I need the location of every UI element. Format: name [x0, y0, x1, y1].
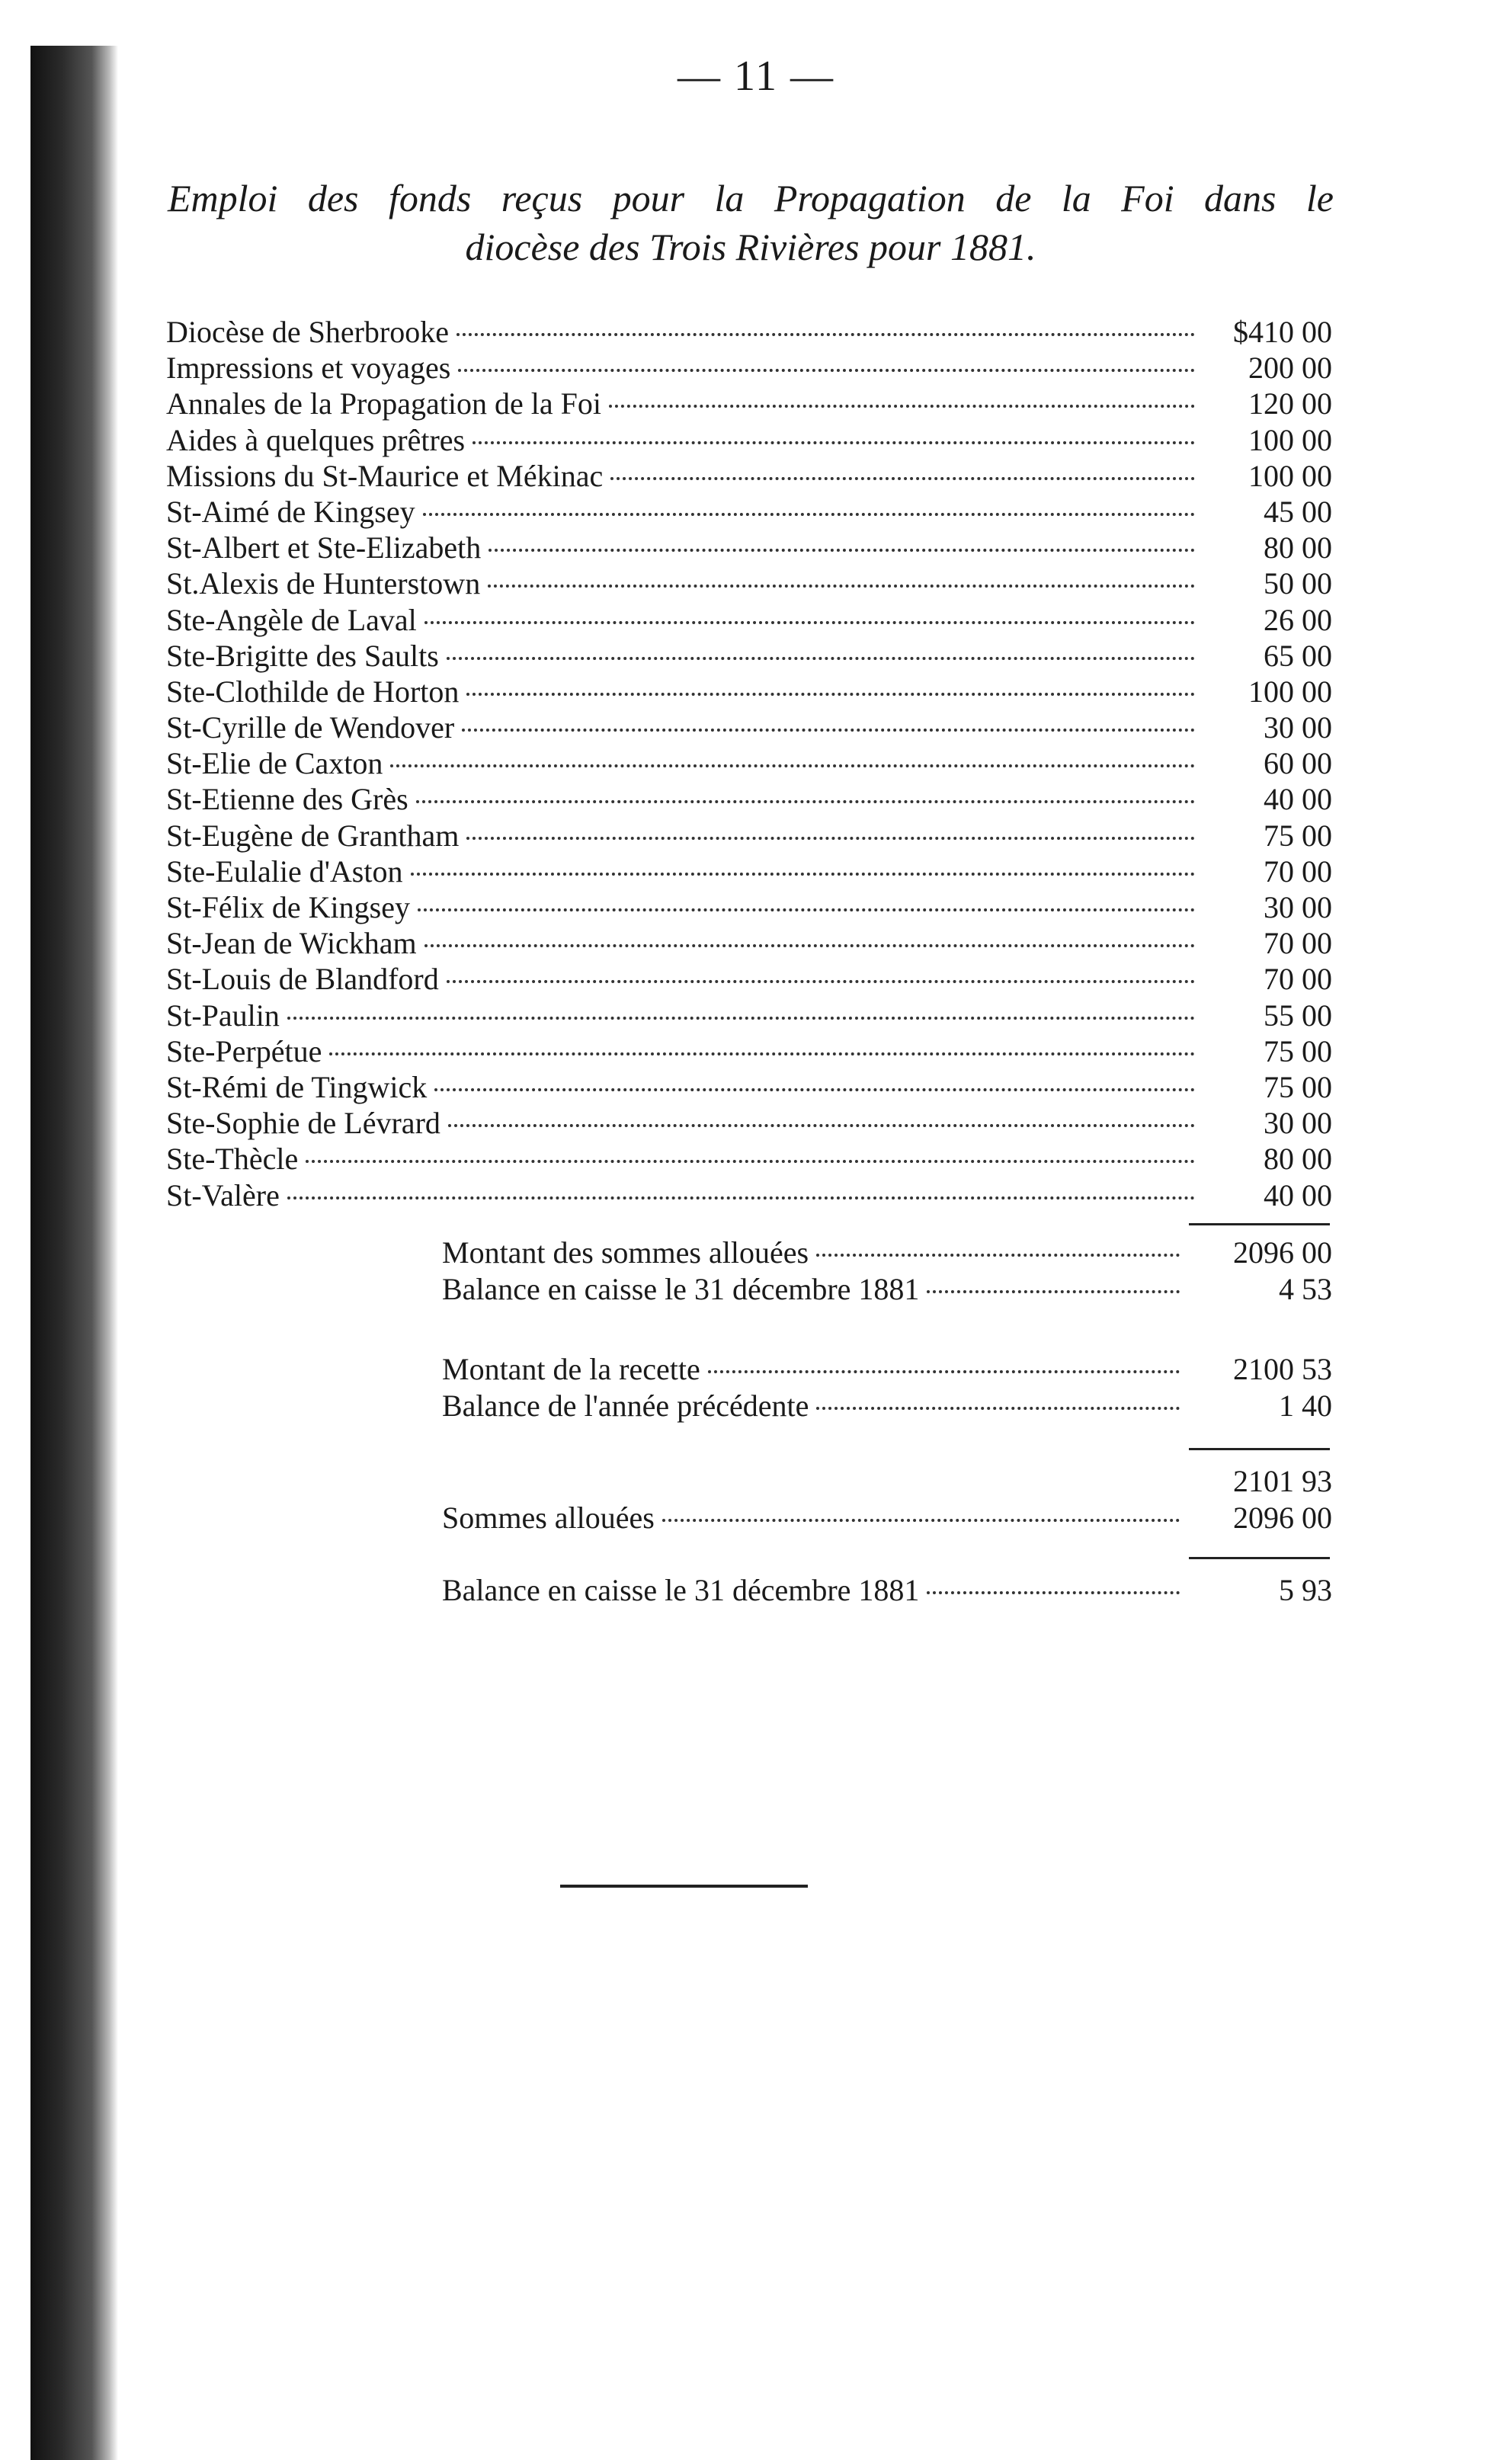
- allocation-label: Ste-Thècle: [166, 1142, 299, 1177]
- allocation-amount: 55 00: [1264, 998, 1332, 1033]
- allocation-amount: 80 00: [1264, 530, 1332, 565]
- allocation-amount: 70 00: [1264, 962, 1332, 997]
- allocation-label: St-Aimé de Kingsey: [166, 494, 415, 529]
- summary-block-3: [442, 1500, 1332, 1536]
- summary-block-1: [442, 1235, 1332, 1308]
- allocation-row: [166, 386, 1332, 421]
- summary-label: Balance en caisse le 31 décembre 1881: [442, 1573, 920, 1607]
- allocation-row: [166, 565, 1332, 601]
- dot-leader: [466, 693, 1195, 696]
- dot-leader: [424, 621, 1195, 624]
- summary-amount: 1 40: [1279, 1389, 1332, 1423]
- allocation-row: [166, 494, 1332, 530]
- allocation-row: [166, 854, 1332, 889]
- allocation-amount: 40 00: [1264, 1177, 1332, 1212]
- document-title: [168, 174, 1334, 271]
- allocation-row: [166, 781, 1332, 817]
- allocation-label: Annales de la Propagation de la Foi: [166, 386, 601, 421]
- allocation-label: Ste-Angèle de Laval: [166, 602, 417, 637]
- allocation-amount: 30 00: [1264, 710, 1332, 745]
- allocation-label: Ste-Perpétue: [166, 1033, 322, 1068]
- dot-leader: [816, 1407, 1180, 1410]
- allocation-row: [166, 530, 1332, 565]
- title-line-2: diocèse des Trois Rivières pour 1881.: [465, 226, 1036, 268]
- allocation-amount: 45 00: [1264, 494, 1332, 529]
- allocation-amount: 26 00: [1264, 602, 1332, 637]
- summary-row-balance-end: [442, 1271, 1332, 1308]
- dot-leader: [287, 1017, 1195, 1020]
- dot-leader: [458, 369, 1195, 372]
- summary-amount: 4 53: [1279, 1272, 1332, 1306]
- summary-amount: 2100 53: [1233, 1352, 1332, 1386]
- allocation-label: St-Jean de Wickham: [166, 926, 417, 961]
- dot-leader: [610, 477, 1195, 480]
- dot-leader: [489, 549, 1195, 552]
- allocation-row: [166, 602, 1332, 638]
- allocation-label: St-Valère: [166, 1177, 280, 1212]
- allocation-row: [166, 925, 1332, 961]
- allocation-row: [166, 889, 1332, 925]
- dot-leader: [488, 585, 1195, 588]
- dot-leader: [329, 1052, 1195, 1055]
- allocation-amount: 100 00: [1248, 422, 1332, 457]
- dot-leader: [927, 1591, 1180, 1594]
- page-number: — 11 —: [678, 53, 834, 100]
- allocation-row: [166, 350, 1332, 386]
- allocation-label: St-Cyrille de Wendover: [166, 710, 455, 745]
- allocation-amount: $410 00: [1233, 315, 1332, 349]
- summary-row-previous-balance: [442, 1388, 1332, 1424]
- dot-leader: [816, 1254, 1180, 1257]
- summary-label: Montant des sommes allouées: [442, 1235, 809, 1270]
- dot-leader: [472, 441, 1195, 444]
- summary-amount: 2096 00: [1233, 1501, 1332, 1535]
- allocation-label: St-Etienne des Grès: [166, 782, 408, 817]
- dot-leader: [662, 1519, 1180, 1522]
- allocation-amount: 75 00: [1264, 1069, 1332, 1104]
- dot-leader: [418, 908, 1195, 911]
- allocation-row: [166, 1177, 1332, 1213]
- allocation-row: [166, 818, 1332, 854]
- dot-leader: [411, 873, 1196, 876]
- dot-leader: [434, 1088, 1195, 1091]
- summary-row-receipts: [442, 1351, 1332, 1388]
- summary-label: Balance en caisse le 31 décembre 1881: [442, 1272, 920, 1306]
- allocation-row: [166, 458, 1332, 494]
- allocation-amount: 65 00: [1264, 638, 1332, 673]
- subtotal-rule: [1189, 1448, 1330, 1450]
- summary-label: Balance de l'année précédente: [442, 1389, 809, 1423]
- dot-leader: [609, 405, 1195, 408]
- allocation-label: St.Alexis de Hunterstown: [166, 566, 481, 601]
- allocation-amount: 200 00: [1248, 351, 1332, 386]
- allocation-amount: 80 00: [1264, 1142, 1332, 1177]
- page-binding-edge: [30, 46, 118, 2460]
- summary-block-2: [442, 1351, 1332, 1424]
- dot-leader: [447, 980, 1195, 983]
- allocation-row: [166, 1105, 1332, 1141]
- allocation-amount: 70 00: [1264, 926, 1332, 961]
- dot-leader: [416, 800, 1195, 803]
- summary-amount: 2096 00: [1233, 1235, 1332, 1270]
- allocation-row: [166, 998, 1332, 1033]
- title-line-1: Emploi des fonds reçus pour la Propagation de la Foi dans le: [168, 177, 1334, 219]
- allocation-label: St-Rémi de Tingwick: [166, 1069, 428, 1104]
- dot-leader: [448, 1124, 1195, 1127]
- dot-leader: [447, 657, 1195, 660]
- summary-label: Montant de la recette: [442, 1352, 700, 1386]
- allocation-row: [166, 422, 1332, 458]
- summary-label: Sommes allouées: [442, 1501, 655, 1535]
- allocation-amount: 75 00: [1264, 1033, 1332, 1068]
- dot-leader: [927, 1290, 1180, 1293]
- summary-row-sums-allocated: [442, 1500, 1332, 1536]
- allocation-label: Missions du St-Maurice et Mékinac: [166, 458, 604, 493]
- allocation-amount: 100 00: [1248, 458, 1332, 493]
- allocation-label: Aides à quelques prêtres: [166, 422, 466, 457]
- allocation-row: [166, 961, 1332, 997]
- dot-leader: [287, 1196, 1195, 1200]
- allocation-label: Diocèse de Sherbrooke: [166, 315, 449, 349]
- allocation-row: [166, 1033, 1332, 1069]
- allocation-label: Ste-Eulalie d'Aston: [166, 854, 403, 889]
- allocation-row: [166, 1069, 1332, 1105]
- allocation-label: St-Félix de Kingsey: [166, 890, 410, 924]
- allocation-label: St-Albert et Ste-Elizabeth: [166, 530, 482, 565]
- allocation-row: [166, 314, 1332, 350]
- allocation-row: [166, 638, 1332, 674]
- allocation-label: St-Eugène de Grantham: [166, 818, 460, 853]
- allocation-amount: 40 00: [1264, 782, 1332, 817]
- summary-amount: 5 93: [1279, 1573, 1332, 1607]
- dot-leader: [424, 944, 1195, 947]
- allocation-amount: 50 00: [1264, 566, 1332, 601]
- allocation-list: [166, 314, 1332, 1213]
- allocation-amount: 75 00: [1264, 818, 1332, 853]
- allocation-row: [166, 709, 1332, 745]
- allocation-label: Impressions et voyages: [166, 351, 451, 386]
- allocation-label: St-Paulin: [166, 998, 280, 1033]
- allocation-amount: 70 00: [1264, 854, 1332, 889]
- allocation-amount: 120 00: [1248, 386, 1332, 421]
- closing-rule: [560, 1885, 808, 1888]
- allocation-row: [166, 1141, 1332, 1177]
- allocation-label: Ste-Clothilde de Horton: [166, 674, 460, 709]
- allocation-row: [166, 745, 1332, 781]
- allocation-label: St-Louis de Blandford: [166, 962, 439, 997]
- dot-leader: [466, 837, 1195, 840]
- dot-leader: [462, 729, 1195, 732]
- allocation-amount: 60 00: [1264, 746, 1332, 781]
- dot-leader: [456, 333, 1195, 336]
- summary-block-4: [442, 1572, 1332, 1609]
- allocation-row: [166, 674, 1332, 709]
- allocation-label: Ste-Sophie de Lévrard: [166, 1106, 440, 1141]
- allocation-label: Ste-Brigitte des Saults: [166, 638, 439, 673]
- dot-leader: [306, 1160, 1195, 1163]
- allocation-amount: 30 00: [1264, 890, 1332, 924]
- allocation-amount: 100 00: [1248, 674, 1332, 709]
- column-total-rule: [1189, 1223, 1330, 1225]
- allocation-amount: 30 00: [1264, 1106, 1332, 1141]
- dot-leader: [423, 513, 1195, 516]
- dot-leader: [390, 764, 1195, 767]
- final-balance-rule: [1189, 1557, 1330, 1559]
- allocation-label: St-Elie de Caxton: [166, 746, 383, 781]
- subtotal-amount: 2101 93: [1233, 1464, 1332, 1498]
- summary-row-total-allocated: [442, 1235, 1332, 1271]
- summary-row-final-balance: [442, 1572, 1332, 1609]
- dot-leader: [708, 1370, 1180, 1373]
